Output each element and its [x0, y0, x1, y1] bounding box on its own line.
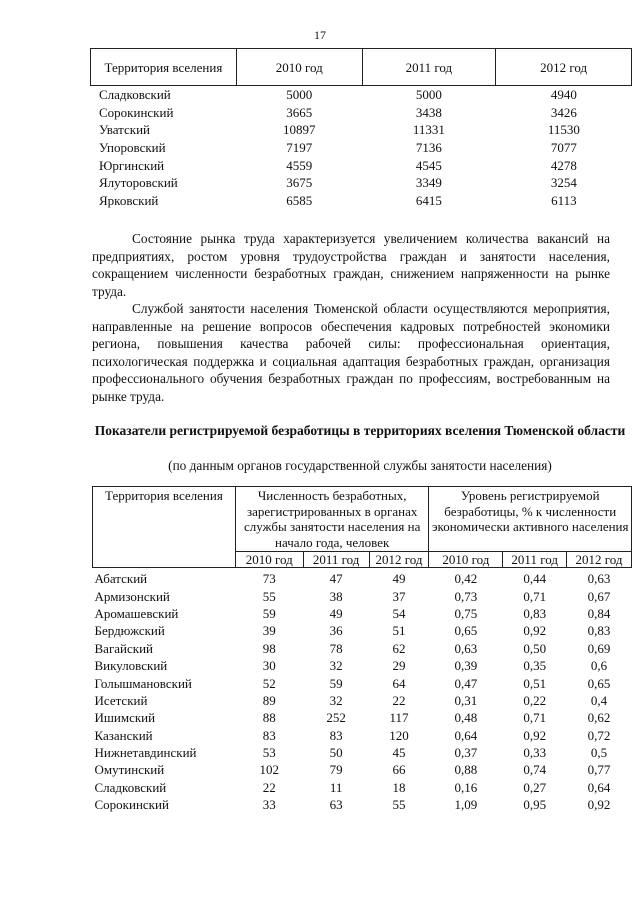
- value-cell: 0,64: [454, 727, 478, 743]
- table-row: [93, 674, 632, 691]
- header-unemployed-count: Численность безработных, зарегистрированных в органах службы занятости населения на начало года, человек: [235, 487, 429, 552]
- value-cell: 0,63: [587, 571, 611, 587]
- value-cell: 39: [262, 623, 276, 639]
- paragraph-employment-service: Службой занятости населения Тюменской области осуществляются мероприятия, направленные на решение вопросов обеспечения кадровых потребностей экономики региона, повышения качества рабочей силы: профессиональная ориентация, психологическая поддержка и социальная адаптация безработных граждан, организация профессионального обучения безработных граждан по профессиям, востребованным на рынке труда.: [92, 301, 610, 404]
- value-cell: 3254: [550, 175, 577, 191]
- value-cell: 22: [392, 692, 406, 708]
- table-row: [93, 605, 632, 622]
- value-cell: 29: [392, 658, 406, 674]
- value-cell: 0,37: [454, 745, 478, 761]
- value-cell: 6585: [286, 192, 313, 208]
- header-year-2012: 2012 год: [369, 552, 429, 568]
- value-cell: 50: [329, 745, 343, 761]
- value-cell: 0,75: [454, 605, 478, 621]
- header-year-2011: 2011 год: [503, 552, 567, 568]
- territory-name-cell: Абатский: [94, 571, 148, 587]
- territory-name-cell: Упоровский: [99, 140, 166, 156]
- table-row: [93, 568, 632, 588]
- territory-name-cell: Вагайский: [94, 640, 153, 656]
- value-cell: 7077: [550, 140, 577, 156]
- value-cell: 49: [329, 605, 343, 621]
- territory-name-cell: Сорокинский: [99, 104, 174, 120]
- value-cell: 11331: [412, 122, 445, 138]
- value-cell: 54: [392, 605, 406, 621]
- value-cell: 0,62: [587, 710, 611, 726]
- table-row: [91, 104, 632, 122]
- territory-name-cell: Армизонский: [94, 588, 170, 604]
- value-cell: 117: [389, 710, 409, 726]
- territory-name-cell: Казанский: [94, 727, 153, 743]
- value-cell: 0,63: [454, 640, 478, 656]
- header-territory: Территория вселения: [93, 487, 236, 568]
- value-cell: 0,83: [587, 623, 611, 639]
- section-subtitle: (по данным органов государственной службы занятости населения): [168, 458, 552, 473]
- territory-name-cell: Омутинский: [94, 762, 165, 778]
- value-cell: 4559: [286, 157, 313, 173]
- value-cell: 0,73: [454, 588, 478, 604]
- table-row: [93, 744, 632, 761]
- value-cell: 6113: [551, 192, 577, 208]
- table-row: [91, 121, 632, 139]
- territory-name-cell: Сладковский: [94, 779, 167, 795]
- value-cell: 49: [392, 571, 406, 587]
- value-cell: 59: [262, 605, 276, 621]
- territory-name-cell: Исетский: [94, 692, 148, 708]
- value-cell: 0,69: [587, 640, 611, 656]
- value-cell: 66: [392, 762, 406, 778]
- value-cell: 252: [326, 710, 346, 726]
- header-year-2010: 2010 год: [235, 552, 303, 568]
- value-cell: 79: [329, 762, 343, 778]
- header-2012: 2012 год: [496, 49, 632, 86]
- value-cell: 47: [329, 571, 343, 587]
- value-cell: 11530: [547, 122, 580, 138]
- value-cell: 98: [262, 640, 276, 656]
- value-cell: 4278: [550, 157, 577, 173]
- territory-name-cell: Бердюжский: [94, 623, 165, 639]
- value-cell: 4940: [550, 87, 577, 103]
- header-year-2012: 2012 год: [567, 552, 632, 568]
- header-year-2010: 2010 год: [429, 552, 503, 568]
- territory-name-cell: Уватский: [99, 122, 150, 138]
- value-cell: 0,4: [590, 692, 608, 708]
- value-cell: 73: [262, 571, 276, 587]
- value-cell: 36: [329, 623, 343, 639]
- value-cell: 3349: [415, 175, 442, 191]
- header-year-2011: 2011 год: [303, 552, 369, 568]
- table-row: [91, 192, 632, 210]
- header-territory: Территория вселения: [91, 49, 237, 86]
- value-cell: 0,67: [587, 588, 611, 604]
- territory-name-cell: Нижнетавдинский: [94, 745, 197, 761]
- value-cell: 6415: [415, 192, 442, 208]
- value-cell: 1,09: [454, 797, 478, 813]
- table-row: [93, 657, 632, 674]
- value-cell: 78: [329, 640, 343, 656]
- value-cell: 0,71: [523, 710, 547, 726]
- table-header-row: [93, 487, 632, 552]
- value-cell: 0,5: [590, 745, 608, 761]
- territory-name-cell: Викуловский: [94, 658, 168, 674]
- value-cell: 38: [329, 588, 343, 604]
- value-cell: 4545: [415, 157, 442, 173]
- value-cell: 53: [262, 745, 276, 761]
- value-cell: 59: [329, 675, 343, 691]
- table-row: [93, 622, 632, 639]
- value-cell: 0,92: [523, 727, 547, 743]
- value-cell: 5000: [286, 87, 313, 103]
- value-cell: 0,88: [454, 762, 478, 778]
- value-cell: 0,50: [523, 640, 547, 656]
- header-2010: 2010 год: [236, 49, 362, 86]
- territory-name-cell: Ярковский: [99, 192, 159, 208]
- value-cell: 32: [329, 692, 343, 708]
- value-cell: 45: [392, 745, 406, 761]
- value-cell: 83: [329, 727, 343, 743]
- value-cell: 64: [392, 675, 406, 691]
- value-cell: 0,39: [454, 658, 478, 674]
- value-cell: 62: [392, 640, 406, 656]
- value-cell: 0,48: [454, 710, 478, 726]
- value-cell: 0,65: [587, 675, 611, 691]
- value-cell: 0,35: [523, 658, 547, 674]
- value-cell: 102: [259, 762, 280, 778]
- value-cell: 0,92: [523, 623, 547, 639]
- value-cell: 0,92: [587, 797, 611, 813]
- value-cell: 52: [262, 675, 276, 691]
- value-cell: 0,16: [454, 779, 478, 795]
- territory-name-cell: Ишимский: [94, 710, 156, 726]
- value-cell: 55: [392, 797, 406, 813]
- paragraph-labor-market: Состояние рынка труда характеризуется увеличением количества вакансий на предприятиях, ростом уровня трудоустройства граждан и занятости населения, сокращением численности безработных граждан, снижением напряженности на рынке труда.: [92, 231, 610, 299]
- value-cell: 0,22: [523, 692, 547, 708]
- value-cell: 0,65: [454, 623, 478, 639]
- table-row: [93, 779, 632, 796]
- table-row: [93, 761, 632, 778]
- table-row: [93, 709, 632, 726]
- value-cell: 88: [262, 710, 276, 726]
- value-cell: 7197: [286, 140, 313, 156]
- value-cell: 3438: [415, 104, 442, 120]
- territory-name-cell: Сладковский: [99, 87, 171, 103]
- table-row: [93, 692, 632, 709]
- territory-name-cell: Сорокинский: [94, 797, 169, 813]
- value-cell: 10897: [282, 122, 316, 138]
- value-cell: 0,77: [587, 762, 611, 778]
- value-cell: 0,44: [523, 571, 547, 587]
- value-cell: 32: [329, 658, 343, 674]
- territory-population-table: [90, 48, 632, 209]
- value-cell: 89: [262, 692, 276, 708]
- value-cell: 0,33: [523, 745, 547, 761]
- table-row: [93, 587, 632, 604]
- value-cell: 0,74: [523, 762, 547, 778]
- value-cell: 0,83: [523, 605, 547, 621]
- value-cell: 0,72: [587, 727, 611, 743]
- value-cell: 0,71: [523, 588, 547, 604]
- table-row: [93, 640, 632, 657]
- table-row: [91, 156, 632, 174]
- value-cell: 55: [262, 588, 276, 604]
- value-cell: 83: [262, 727, 276, 743]
- territory-name-cell: Аромашевский: [94, 605, 179, 621]
- section-title: Показатели регистрируемой безработицы в территориях вселения Тюменской области: [94, 423, 626, 438]
- value-cell: 0,84: [587, 605, 611, 621]
- value-cell: 0,42: [454, 571, 478, 587]
- value-cell: 5000: [415, 87, 442, 103]
- table-row: [91, 86, 632, 104]
- table-row: [91, 174, 632, 192]
- value-cell: 37: [392, 588, 406, 604]
- value-cell: 30: [262, 658, 276, 674]
- value-cell: 0,31: [454, 692, 478, 708]
- table-row: [91, 139, 632, 157]
- value-cell: 0,27: [523, 779, 547, 795]
- value-cell: 18: [392, 779, 406, 795]
- page-number: 17: [314, 28, 326, 42]
- value-cell: 0,51: [523, 675, 547, 691]
- value-cell: 63: [329, 797, 343, 813]
- value-cell: 7136: [415, 140, 442, 156]
- table-row: [93, 796, 632, 813]
- header-unemployment-rate: Уровень регистрируемой безработицы, % к численности экономически активного населения: [429, 487, 632, 552]
- value-cell: 3665: [286, 104, 313, 120]
- territory-name-cell: Юргинский: [99, 157, 165, 173]
- header-2011: 2011 год: [362, 49, 496, 86]
- territory-name-cell: Ялуторовский: [99, 175, 178, 191]
- value-cell: 33: [262, 797, 276, 813]
- value-cell: 0,95: [523, 797, 547, 813]
- value-cell: 120: [389, 727, 409, 743]
- value-cell: 0,6: [590, 658, 608, 674]
- value-cell: 0,64: [587, 779, 611, 795]
- unemployment-indicators-table: [92, 486, 632, 813]
- table-row: [93, 727, 632, 744]
- value-cell: 22: [262, 779, 276, 795]
- value-cell: 11: [329, 779, 343, 795]
- value-cell: 3675: [286, 175, 313, 191]
- territory-name-cell: Голышмановский: [94, 675, 192, 691]
- value-cell: 0,47: [454, 675, 478, 691]
- value-cell: 3426: [550, 104, 577, 120]
- value-cell: 51: [392, 623, 406, 639]
- table-header-row: [91, 49, 632, 86]
